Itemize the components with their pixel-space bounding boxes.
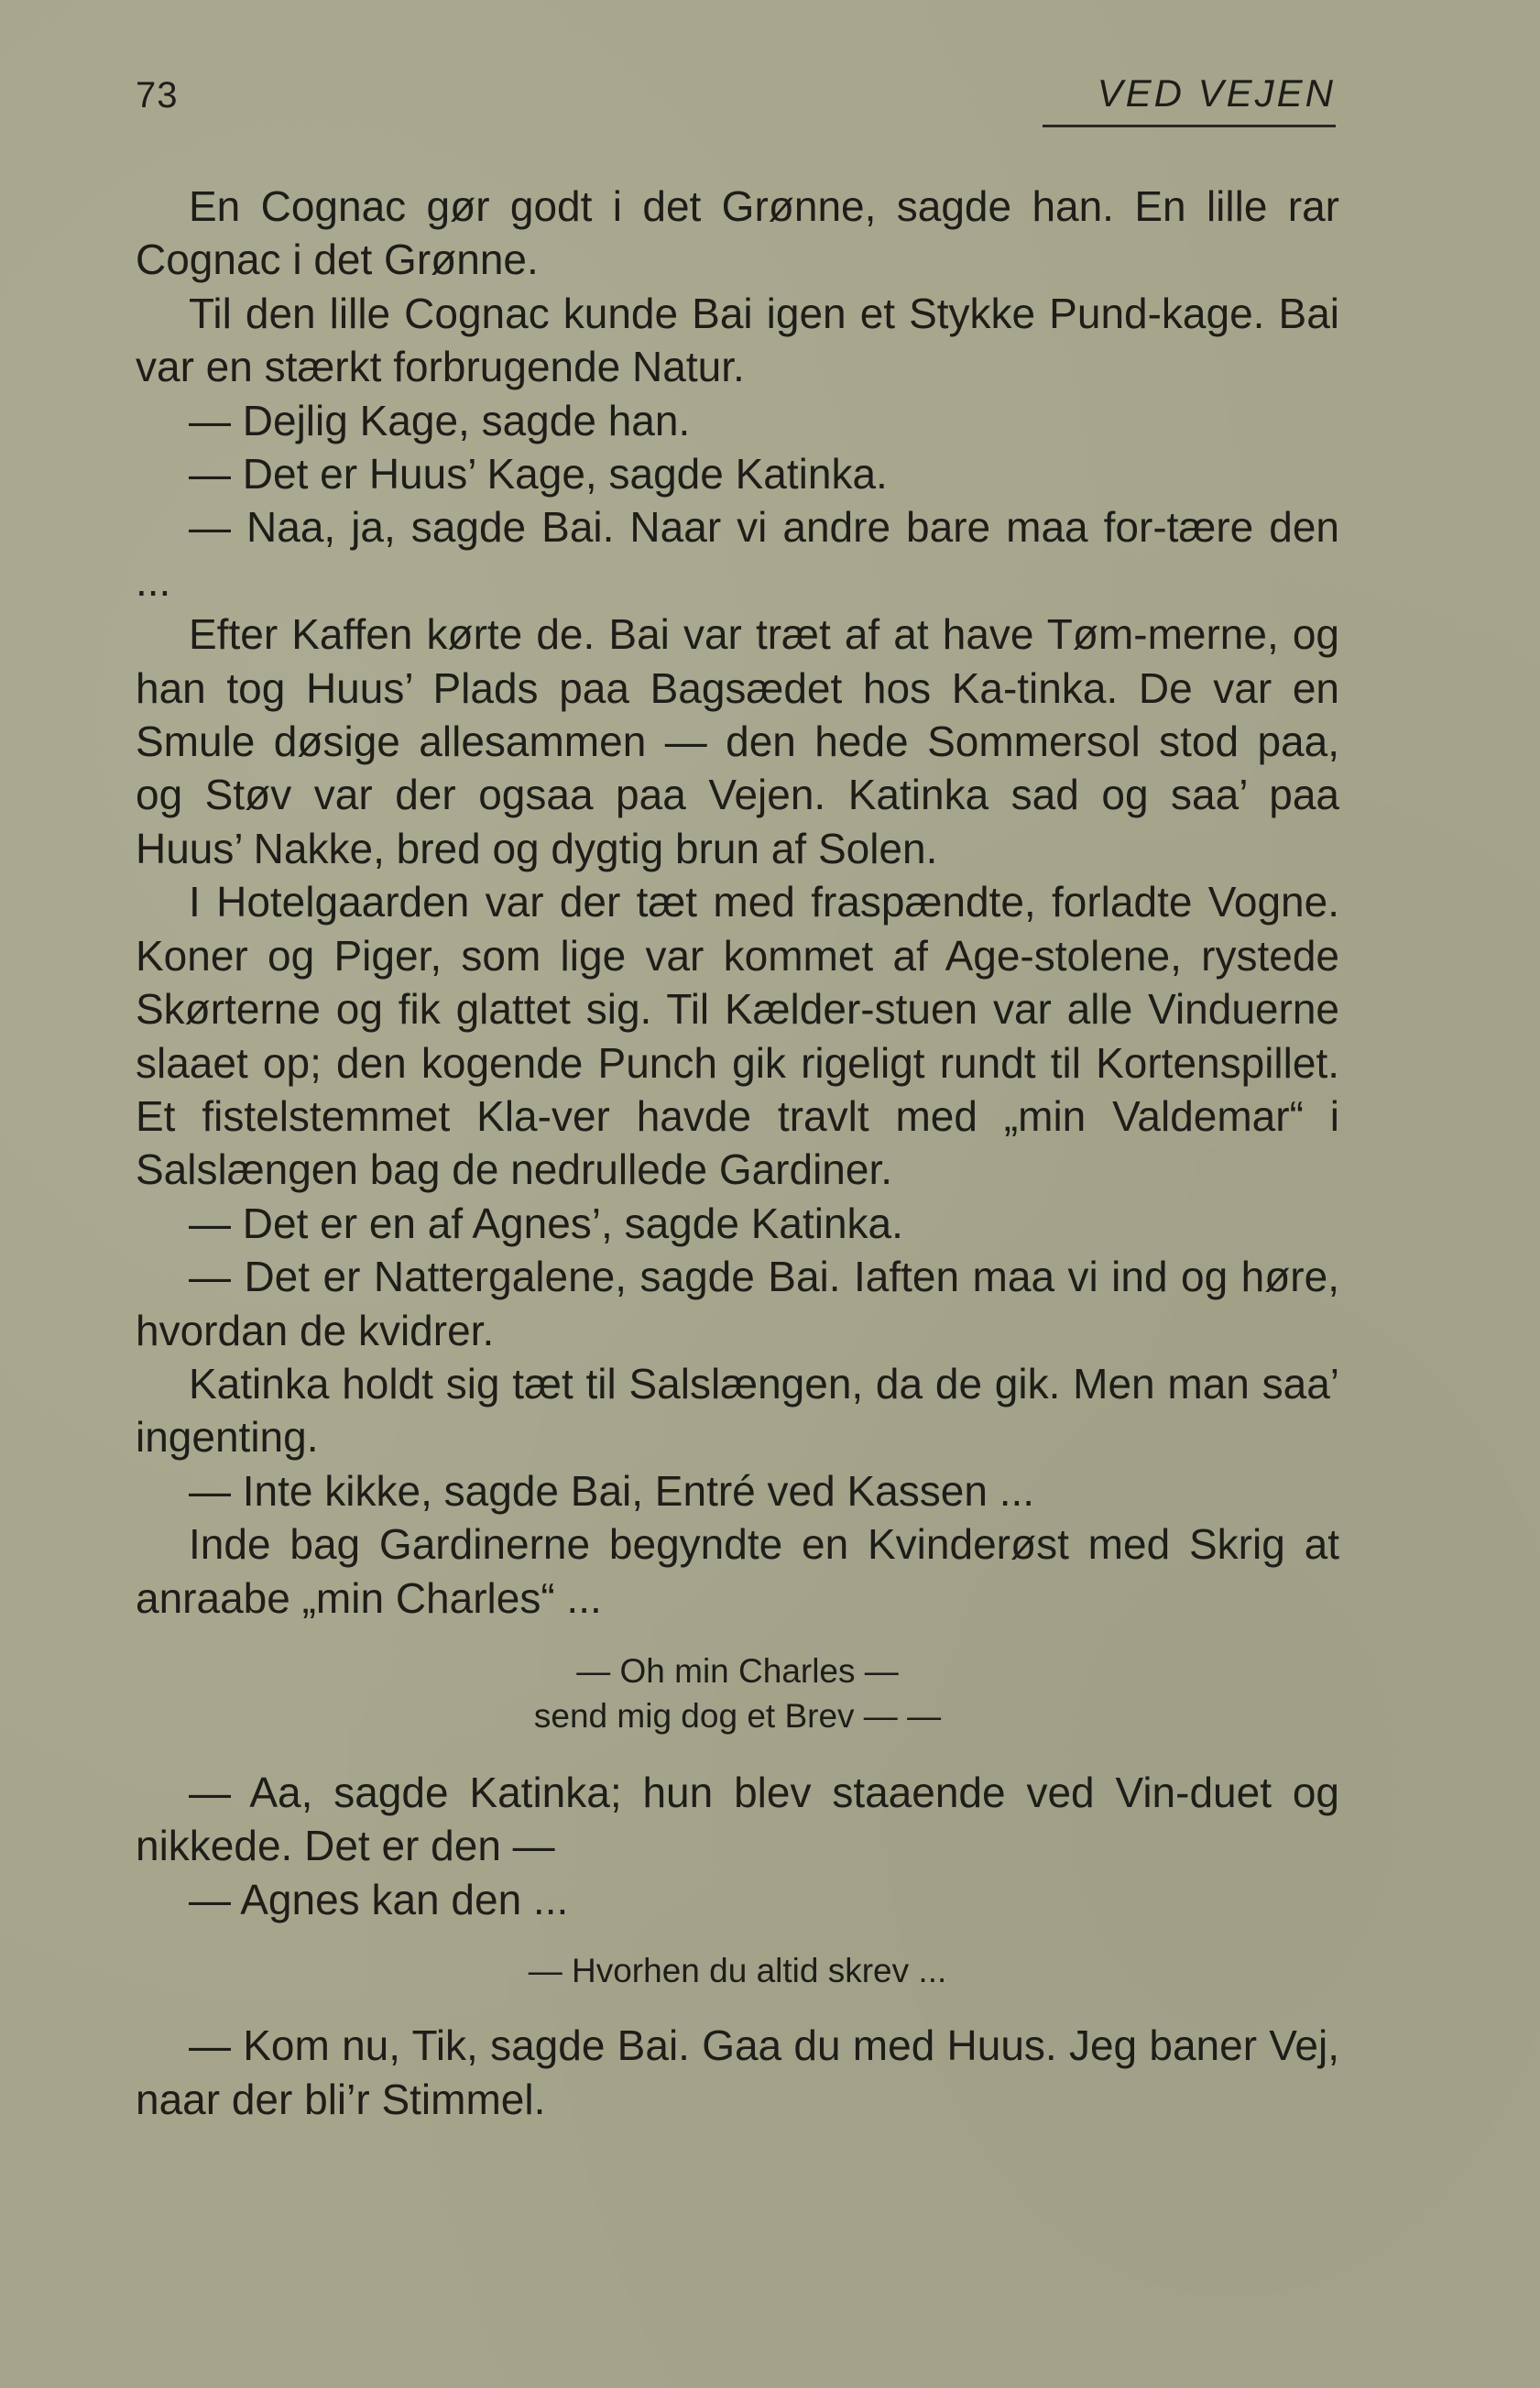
dialogue-line: — Agnes kan den ...	[189, 1875, 569, 1923]
song-verse	[136, 1948, 1339, 1993]
verse-line: send mig dog et Brev — —	[533, 1696, 942, 1735]
running-head: VED VEJEN	[1043, 71, 1336, 127]
dialogue-line: — Det er en af Agnes’, sagde Katinka.	[189, 1199, 903, 1247]
verse-line: — Hvorhen du altid skrev ...	[528, 1952, 947, 1990]
paragraph: Katinka holdt sig tæt til Salslængen, da de gik. Men man saa’ ingenting.	[136, 1359, 1339, 1462]
paragraph: I Hotelgaarden var der tæt med fraspændte, forladte Vogne. Koner og Piger, som lige var kommet af Age-stolene, rystede Skørterne og fik glattet sig. Til Kælder-stuen var alle Vinduerne slaaet op; den kogende Punch gik rigeligt rundt til Kortenspillet. Et fistelstemmet Kla-ver havde travlt med „min Valdemar“ i Salslængen bag de nedrullede Gardiner.	[136, 878, 1339, 1194]
dialogue-line: — Inte kikke, sagde Bai, Entré ved Kassen ...	[189, 1466, 1035, 1515]
dialogue-line: — Dejlig Kage, sagde han.	[189, 396, 691, 444]
dialogue-line: — Kom nu, Tik, sagde Bai. Gaa du med Huus. Jeg baner Vej, naar der bli’r Stimmel.	[136, 2021, 1339, 2123]
song-verse	[136, 1649, 1339, 1738]
dialogue-line: — Det er Nattergalene, sagde Bai. Iaften maa vi ind og høre, hvordan de kvidrer.	[136, 1253, 1339, 1354]
body-text	[136, 180, 1339, 2126]
dialogue-line: — Naa, ja, sagde Bai. Naar vi andre bare maa for-tære den ...	[136, 503, 1339, 605]
paragraph: Efter Kaffen kørte de. Bai var træt af at have Tøm-merne, og han tog Huus’ Plads paa Bagsædet hos Ka-tinka. De var en Smule døsige allesammen — den hede Sommersol stod paa, og Støv var der ogsaa paa Vejen. Katinka sad og saa’ paa Huus’ Nakke, bred og dygtig brun af Solen.	[136, 610, 1339, 872]
paragraph: Til den lille Cognac kunde Bai igen et Stykke Pund-kage. Bai var en stærkt forbrugende Natur.	[136, 289, 1339, 391]
page-number: 73	[136, 75, 179, 115]
verse-line: — Oh min Charles —	[576, 1651, 899, 1690]
paragraph: Inde bag Gardinerne begyndte en Kvinderøst med Skrig at anraabe „min Charles“ ...	[136, 1520, 1339, 1622]
paragraph: En Cognac gør godt i det Grønne, sagde han. En lille rar Cognac i det Grønne.	[136, 182, 1339, 284]
dialogue-line: — Aa, sagde Katinka; hun blev staaende ved Vin-duet og nikkede. Det er den —	[136, 1768, 1339, 1870]
dialogue-line: — Det er Huus’ Kage, sagde Katinka.	[189, 450, 888, 498]
